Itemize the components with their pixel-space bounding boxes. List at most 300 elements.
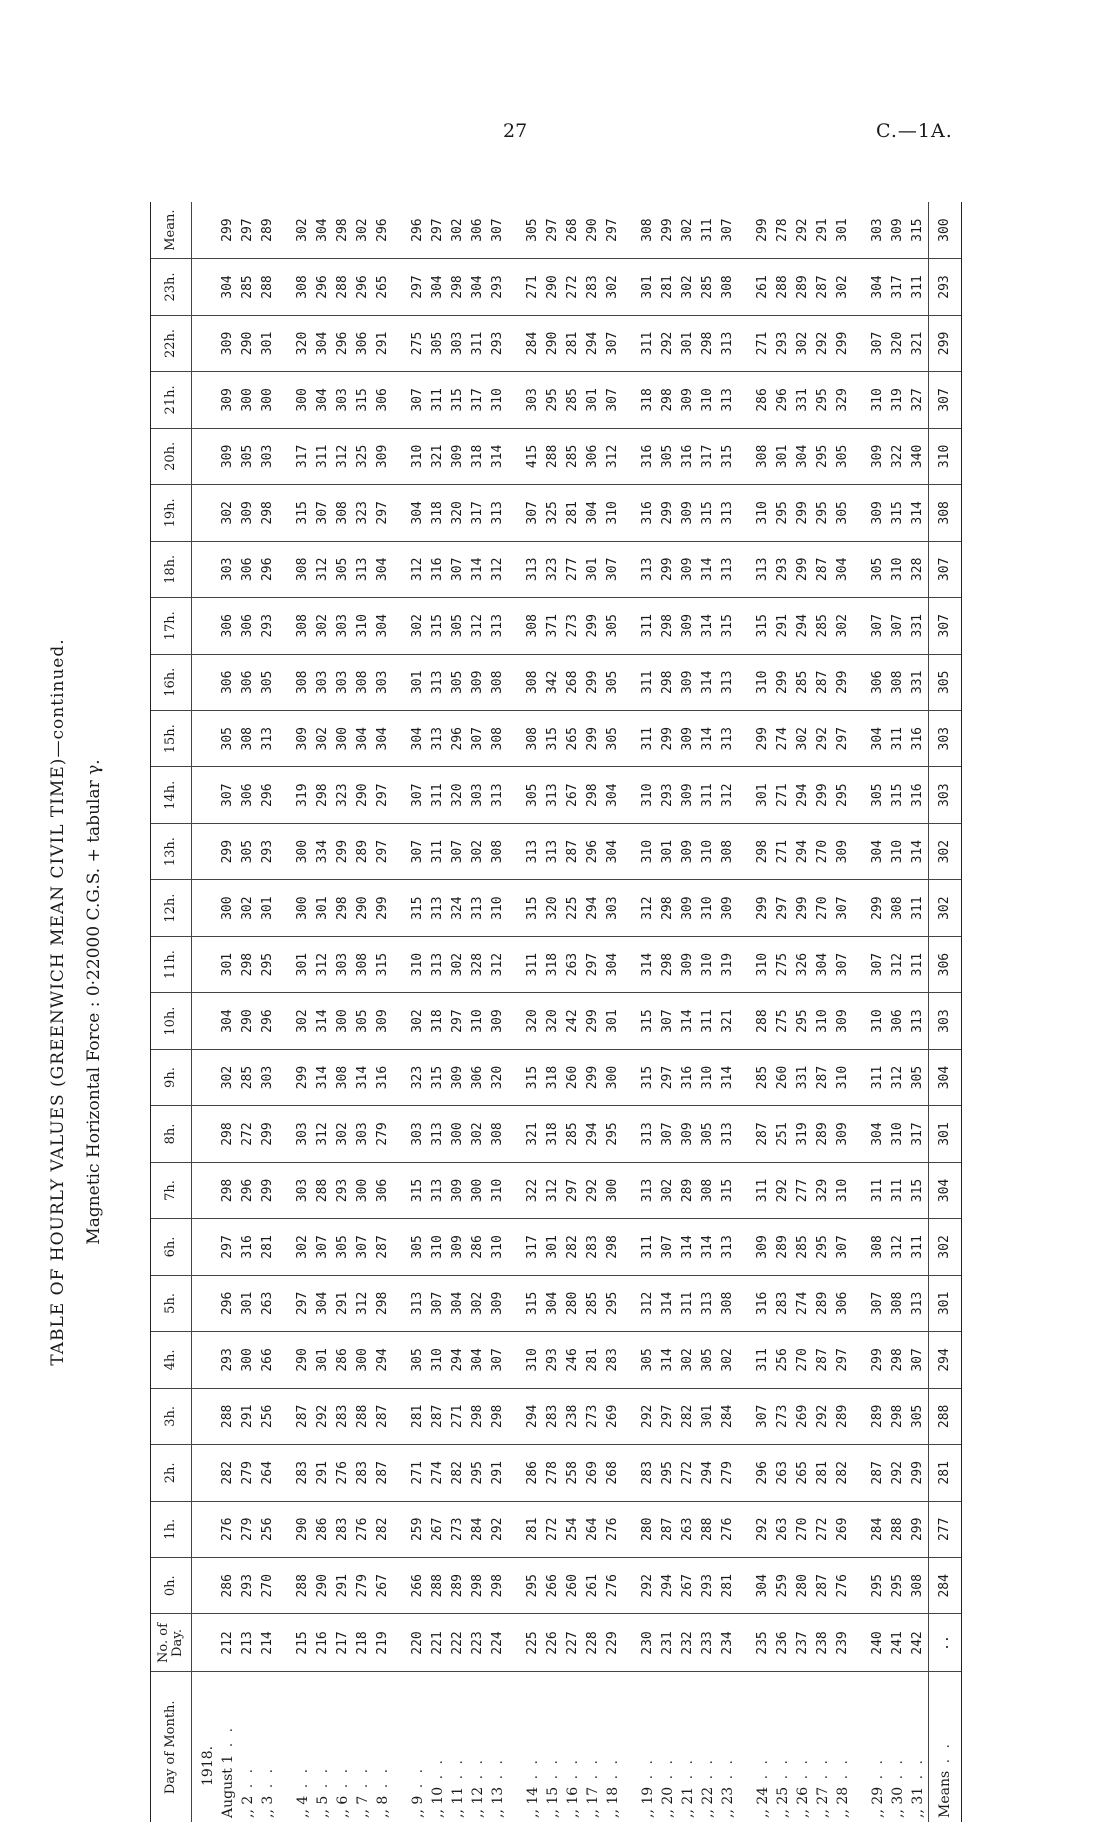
hourly-value: 303 xyxy=(333,654,353,710)
hourly-value: 312 xyxy=(888,936,908,992)
hourly-value: 310 xyxy=(428,1219,448,1275)
hourly-value: 304 xyxy=(313,372,333,428)
hourly-value: 279 xyxy=(238,1445,258,1501)
day-number: 225 xyxy=(523,1614,543,1672)
hourly-value: 299 xyxy=(583,993,603,1049)
hourly-value: 292 xyxy=(813,711,833,767)
hourly-value: 294 xyxy=(583,315,603,371)
group-spacer xyxy=(623,202,638,1822)
leader-dots: . . xyxy=(335,1765,351,1796)
hourly-value: 315 xyxy=(428,1049,448,1105)
hourly-value: 302 xyxy=(408,598,428,654)
hourly-value: 309 xyxy=(238,485,258,541)
hourly-value: 293 xyxy=(773,315,793,371)
hourly-value: 316 xyxy=(638,485,658,541)
table-row xyxy=(658,202,678,1822)
day-label-text: ,, 4 xyxy=(295,1795,311,1818)
mean-value: 294 xyxy=(929,1332,962,1388)
hourly-value: 306 xyxy=(373,372,393,428)
hourly-value: 315 xyxy=(293,485,313,541)
hourly-value: 290 xyxy=(313,1558,333,1614)
header-hour-12: 10h. xyxy=(151,993,192,1049)
hourly-value: 316 xyxy=(428,541,448,597)
hourly-value: 288 xyxy=(218,1388,238,1444)
hourly-value: 285 xyxy=(698,259,718,315)
hourly-value: 297 xyxy=(583,936,603,992)
hourly-value: 307 xyxy=(448,823,468,879)
hourly-value: 293 xyxy=(488,315,508,371)
hourly-value: 313 xyxy=(428,711,448,767)
hourly-value: 281 xyxy=(583,1332,603,1388)
hourly-value: 301 xyxy=(218,936,238,992)
leader-dots: . . xyxy=(375,1765,391,1796)
hourly-value: 311 xyxy=(908,936,929,992)
hourly-value: 309 xyxy=(678,711,698,767)
hourly-value: 299 xyxy=(258,1106,278,1162)
hourly-value: 296 xyxy=(313,259,333,315)
hourly-value: 313 xyxy=(523,823,543,879)
hourly-value: 310 xyxy=(888,541,908,597)
day-label-text: ,, 28 xyxy=(835,1786,851,1818)
day-label-text: ,, 8 xyxy=(375,1795,391,1818)
hourly-value: 331 xyxy=(793,1049,813,1105)
hourly-value: 261 xyxy=(583,1558,603,1614)
hourly-value: 298 xyxy=(313,767,333,823)
hourly-value: 314 xyxy=(488,428,508,484)
hourly-value: 285 xyxy=(563,372,583,428)
hourly-value: 277 xyxy=(793,1162,813,1218)
hourly-value: 310 xyxy=(698,1049,718,1105)
hourly-value: 304 xyxy=(218,993,238,1049)
hourly-value: 304 xyxy=(353,711,373,767)
hourly-value: 289 xyxy=(353,823,373,879)
day-label xyxy=(238,1672,258,1822)
day-number: 240 xyxy=(868,1614,888,1672)
hourly-value: 281 xyxy=(408,1388,428,1444)
day-number: 241 xyxy=(888,1614,908,1672)
hourly-value: 309 xyxy=(448,428,468,484)
hourly-value: 313 xyxy=(718,654,738,710)
hourly-value: 298 xyxy=(698,315,718,371)
day-label-text: ,, 9 xyxy=(410,1795,426,1818)
hourly-value: 320 xyxy=(523,993,543,1049)
hourly-value: 304 xyxy=(868,711,888,767)
hourly-value: 273 xyxy=(563,598,583,654)
hourly-value: 271 xyxy=(408,1445,428,1501)
day-label-text: ,, 30 xyxy=(890,1786,906,1818)
hourly-value: 315 xyxy=(888,767,908,823)
hourly-value: 312 xyxy=(888,1049,908,1105)
hourly-value: 305 xyxy=(638,1332,658,1388)
hourly-value: 293 xyxy=(543,1332,563,1388)
hourly-value: 293 xyxy=(698,1558,718,1614)
day-label xyxy=(218,1672,238,1822)
year-label: 1918. xyxy=(200,1745,216,1786)
hourly-value: 306 xyxy=(868,654,888,710)
hourly-value: 308 xyxy=(488,1106,508,1162)
table-row xyxy=(448,202,468,1822)
row-mean-value: 299 xyxy=(658,202,678,259)
hourly-value: 331 xyxy=(793,372,813,428)
hourly-value: 309 xyxy=(833,993,853,1049)
hourly-value: 321 xyxy=(718,993,738,1049)
hourly-value: 304 xyxy=(428,259,448,315)
hourly-value: 303 xyxy=(603,880,623,936)
day-label xyxy=(888,1672,908,1822)
row-mean-value: 297 xyxy=(603,202,623,259)
hourly-value: 310 xyxy=(833,1162,853,1218)
hourly-value: 301 xyxy=(753,767,773,823)
hourly-value: 291 xyxy=(488,1445,508,1501)
hourly-value: 285 xyxy=(813,598,833,654)
hourly-value: 295 xyxy=(793,993,813,1049)
hourly-value: 300 xyxy=(333,993,353,1049)
hourly-value: 283 xyxy=(583,259,603,315)
hourly-value: 301 xyxy=(678,315,698,371)
leader-dots: . . xyxy=(835,1757,851,1787)
hourly-value: 266 xyxy=(408,1558,428,1614)
day-label xyxy=(293,1672,313,1822)
hourly-value: 304 xyxy=(603,767,623,823)
hourly-value: 307 xyxy=(448,541,468,597)
hourly-value: 314 xyxy=(658,1275,678,1331)
hourly-value: 307 xyxy=(603,372,623,428)
hourly-value: 321 xyxy=(908,315,929,371)
hourly-value: 310 xyxy=(813,993,833,1049)
hourly-value: 318 xyxy=(428,993,448,1049)
hourly-value: 309 xyxy=(218,372,238,428)
hourly-value: 307 xyxy=(908,1332,929,1388)
leader-dots: . . xyxy=(450,1757,466,1787)
hourly-value: 311 xyxy=(638,1219,658,1275)
hourly-value: 288 xyxy=(773,259,793,315)
mean-value: 293 xyxy=(929,259,962,315)
row-mean-value: 296 xyxy=(408,202,428,259)
hourly-value: 316 xyxy=(238,1219,258,1275)
day-number: 217 xyxy=(333,1614,353,1672)
hourly-value: 289 xyxy=(813,1275,833,1331)
hourly-value: 300 xyxy=(218,880,238,936)
hourly-value: 307 xyxy=(428,1275,448,1331)
hourly-value: 271 xyxy=(523,259,543,315)
page-number: 27 xyxy=(503,120,528,142)
hourly-value: 307 xyxy=(868,315,888,371)
means-no: .. xyxy=(929,1614,962,1672)
hourly-value: 310 xyxy=(488,880,508,936)
hourly-value: 242 xyxy=(563,993,583,1049)
hourly-value: 298 xyxy=(218,1106,238,1162)
leader-dots: . . xyxy=(565,1757,581,1787)
hourly-value: 291 xyxy=(373,315,393,371)
hourly-value: 305 xyxy=(218,711,238,767)
hourly-value: 305 xyxy=(658,428,678,484)
hourly-value: 298 xyxy=(753,823,773,879)
day-number: 237 xyxy=(793,1614,813,1672)
hourly-value: 293 xyxy=(258,598,278,654)
hourly-value: 297 xyxy=(833,1332,853,1388)
leader-dots: . . xyxy=(720,1757,736,1787)
day-label xyxy=(718,1672,738,1822)
leader-dots: . . xyxy=(355,1765,371,1796)
hourly-value: 313 xyxy=(468,880,488,936)
hourly-value: 295 xyxy=(813,372,833,428)
hourly-value: 312 xyxy=(408,541,428,597)
hourly-value: 300 xyxy=(468,1162,488,1218)
hourly-value: 266 xyxy=(543,1558,563,1614)
hourly-value: 303 xyxy=(373,654,393,710)
day-number: 220 xyxy=(408,1614,428,1672)
row-mean-value: 302 xyxy=(448,202,468,259)
table-row xyxy=(833,202,853,1822)
hourly-value: 302 xyxy=(238,880,258,936)
hourly-value: 323 xyxy=(543,541,563,597)
row-mean-value: 292 xyxy=(793,202,813,259)
hourly-value: 296 xyxy=(353,259,373,315)
hourly-value: 301 xyxy=(698,1388,718,1444)
mean-value: 303 xyxy=(929,993,962,1049)
hourly-value: 276 xyxy=(833,1558,853,1614)
hourly-value: 285 xyxy=(563,428,583,484)
hourly-value: 307 xyxy=(488,1332,508,1388)
hourly-value: 293 xyxy=(773,541,793,597)
row-mean-value: 299 xyxy=(218,202,238,259)
hourly-value: 309 xyxy=(488,1275,508,1331)
hourly-value: 305 xyxy=(698,1332,718,1388)
hourly-value: 294 xyxy=(583,1106,603,1162)
header-hour-26: Mean. xyxy=(151,202,192,259)
day-label-text: ,, 7 xyxy=(355,1795,371,1818)
hourly-value: 320 xyxy=(888,315,908,371)
hourly-value: 317 xyxy=(293,428,313,484)
hourly-value: 288 xyxy=(293,1558,313,1614)
hourly-value: 299 xyxy=(218,823,238,879)
hourly-value: 298 xyxy=(488,1558,508,1614)
mean-value: 310 xyxy=(929,428,962,484)
hourly-value: 295 xyxy=(868,1558,888,1614)
hourly-value: 313 xyxy=(638,1106,658,1162)
hourly-value: 291 xyxy=(333,1275,353,1331)
row-mean-value: 307 xyxy=(718,202,738,259)
header-hour-13: 11h. xyxy=(151,936,192,992)
hourly-value: 319 xyxy=(718,936,738,992)
hourly-value: 304 xyxy=(543,1275,563,1331)
hourly-value: 283 xyxy=(583,1219,603,1275)
hourly-value: 283 xyxy=(333,1388,353,1444)
group-spacer xyxy=(508,202,523,1822)
hourly-value: 296 xyxy=(238,1162,258,1218)
day-label xyxy=(908,1672,929,1822)
hourly-value: 288 xyxy=(258,259,278,315)
hourly-value: 298 xyxy=(658,880,678,936)
hourly-value: 275 xyxy=(408,315,428,371)
table-body xyxy=(192,202,962,1822)
hourly-value: 299 xyxy=(753,880,773,936)
day-number: 226 xyxy=(543,1614,563,1672)
hourly-value: 294 xyxy=(658,1558,678,1614)
header-hour-17: 15h. xyxy=(151,711,192,767)
day-label xyxy=(543,1672,563,1822)
hourly-value: 310 xyxy=(888,823,908,879)
hourly-value: 308 xyxy=(523,711,543,767)
hourly-value: 298 xyxy=(658,598,678,654)
hourly-value: 342 xyxy=(543,654,563,710)
day-label xyxy=(563,1672,583,1822)
hourly-value: 289 xyxy=(793,259,813,315)
hourly-value: 295 xyxy=(813,485,833,541)
day-label-text: ,, 19 xyxy=(640,1786,656,1818)
hourly-value: 308 xyxy=(293,654,313,710)
hourly-value: 302 xyxy=(218,485,238,541)
hourly-value: 263 xyxy=(773,1445,793,1501)
hourly-value: 302 xyxy=(468,1106,488,1162)
hourly-value: 311 xyxy=(698,767,718,823)
hourly-value: 320 xyxy=(293,315,313,371)
hourly-value: 311 xyxy=(428,767,448,823)
hourly-value: 302 xyxy=(448,936,468,992)
hourly-value: 317 xyxy=(888,259,908,315)
hourly-value: 320 xyxy=(543,880,563,936)
hourly-value: 309 xyxy=(293,711,313,767)
hourly-value: 286 xyxy=(468,1219,488,1275)
table-row xyxy=(218,202,238,1822)
hourly-value: 318 xyxy=(428,485,448,541)
day-number: 212 xyxy=(218,1614,238,1672)
hourly-value: 279 xyxy=(718,1445,738,1501)
hourly-value: 311 xyxy=(753,1332,773,1388)
hourly-value: 280 xyxy=(793,1558,813,1614)
hourly-value: 302 xyxy=(658,1162,678,1218)
day-label xyxy=(468,1672,488,1822)
table-row xyxy=(638,202,658,1822)
hourly-value: 317 xyxy=(468,372,488,428)
hourly-value: 309 xyxy=(468,654,488,710)
hourly-value: 314 xyxy=(698,598,718,654)
hourly-value: 283 xyxy=(333,1501,353,1557)
hourly-value: 305 xyxy=(833,428,853,484)
hourly-value: 303 xyxy=(353,1106,373,1162)
day-label xyxy=(698,1672,718,1822)
hourly-value: 303 xyxy=(333,936,353,992)
day-number: 233 xyxy=(698,1614,718,1672)
hourly-value: 311 xyxy=(908,1219,929,1275)
hourly-value: 313 xyxy=(543,767,563,823)
hourly-value: 305 xyxy=(868,541,888,597)
hourly-value: 321 xyxy=(428,428,448,484)
hourly-value: 302 xyxy=(793,315,813,371)
hourly-value: 295 xyxy=(813,428,833,484)
hourly-value: 263 xyxy=(563,936,583,992)
hourly-value: 298 xyxy=(603,1219,623,1275)
hourly-value: 304 xyxy=(218,259,238,315)
hourly-value: 304 xyxy=(753,1558,773,1614)
leader-dots: . . xyxy=(470,1757,486,1787)
hourly-value: 318 xyxy=(638,372,658,428)
hourly-value: 284 xyxy=(523,315,543,371)
means-row xyxy=(929,202,962,1822)
day-number: 218 xyxy=(353,1614,373,1672)
hourly-value: 323 xyxy=(353,485,373,541)
hourly-value: 329 xyxy=(833,372,853,428)
hourly-value: 302 xyxy=(293,1219,313,1275)
hourly-value: 309 xyxy=(218,428,238,484)
hourly-value: 298 xyxy=(658,936,678,992)
day-label xyxy=(753,1672,773,1822)
hourly-value: 306 xyxy=(888,993,908,1049)
hourly-value: 306 xyxy=(833,1275,853,1331)
hourly-value: 307 xyxy=(523,485,543,541)
leader-dots: . . xyxy=(585,1757,601,1787)
day-label xyxy=(408,1672,428,1822)
hourly-value: 310 xyxy=(698,372,718,428)
hourly-value: 299 xyxy=(583,711,603,767)
hourly-value: 264 xyxy=(258,1445,278,1501)
leader-dots: . . xyxy=(775,1757,791,1787)
hourly-value: 309 xyxy=(678,598,698,654)
hourly-value: 301 xyxy=(238,1275,258,1331)
day-label-text: ,, 23 xyxy=(720,1786,736,1818)
row-mean-value: 296 xyxy=(373,202,393,259)
hourly-value: 298 xyxy=(238,936,258,992)
hourly-value: 297 xyxy=(408,259,428,315)
day-label-text: ,, 12 xyxy=(470,1786,486,1818)
hourly-value: 283 xyxy=(293,1445,313,1501)
row-mean-value: 302 xyxy=(353,202,373,259)
hourly-value: 311 xyxy=(523,936,543,992)
day-label xyxy=(603,1672,623,1822)
hourly-value: 307 xyxy=(753,1388,773,1444)
hourly-value: 299 xyxy=(908,1501,929,1557)
hourly-value: 288 xyxy=(353,1388,373,1444)
hourly-value: 291 xyxy=(773,598,793,654)
day-label xyxy=(428,1672,448,1822)
hourly-value: 298 xyxy=(583,767,603,823)
hourly-value: 309 xyxy=(448,1049,468,1105)
hourly-value: 318 xyxy=(543,936,563,992)
header-hour-4: 2h. xyxy=(151,1445,192,1501)
header-hour-7: 5h. xyxy=(151,1275,192,1331)
row-mean-value: 290 xyxy=(583,202,603,259)
hourly-value: 273 xyxy=(773,1388,793,1444)
rotated-table-block xyxy=(38,182,953,1822)
table-row xyxy=(698,202,718,1822)
leader-dots: . . xyxy=(240,1765,256,1796)
hourly-value: 284 xyxy=(718,1388,738,1444)
row-mean-value: 297 xyxy=(238,202,258,259)
hourly-value: 313 xyxy=(488,485,508,541)
hourly-value: 299 xyxy=(658,711,678,767)
hourly-value: 288 xyxy=(888,1501,908,1557)
hourly-value: 315 xyxy=(373,936,393,992)
header-hour-19: 17h. xyxy=(151,598,192,654)
day-label-text: ,, 15 xyxy=(545,1786,561,1818)
means-label xyxy=(929,1672,962,1822)
hourly-value: 303 xyxy=(258,1049,278,1105)
hourly-value: 299 xyxy=(658,541,678,597)
hourly-value: 273 xyxy=(448,1501,468,1557)
hourly-value: 290 xyxy=(293,1332,313,1388)
hourly-value: 305 xyxy=(353,993,373,1049)
hourly-value: 303 xyxy=(218,541,238,597)
hourly-value: 299 xyxy=(293,1049,313,1105)
hourly-value: 321 xyxy=(523,1106,543,1162)
hourly-value: 301 xyxy=(293,936,313,992)
hourly-value: 299 xyxy=(813,767,833,823)
table-row xyxy=(293,202,313,1822)
mean-value: 306 xyxy=(929,936,962,992)
hourly-value: 276 xyxy=(718,1501,738,1557)
hourly-value: 312 xyxy=(353,1275,373,1331)
hourly-value: 309 xyxy=(678,654,698,710)
